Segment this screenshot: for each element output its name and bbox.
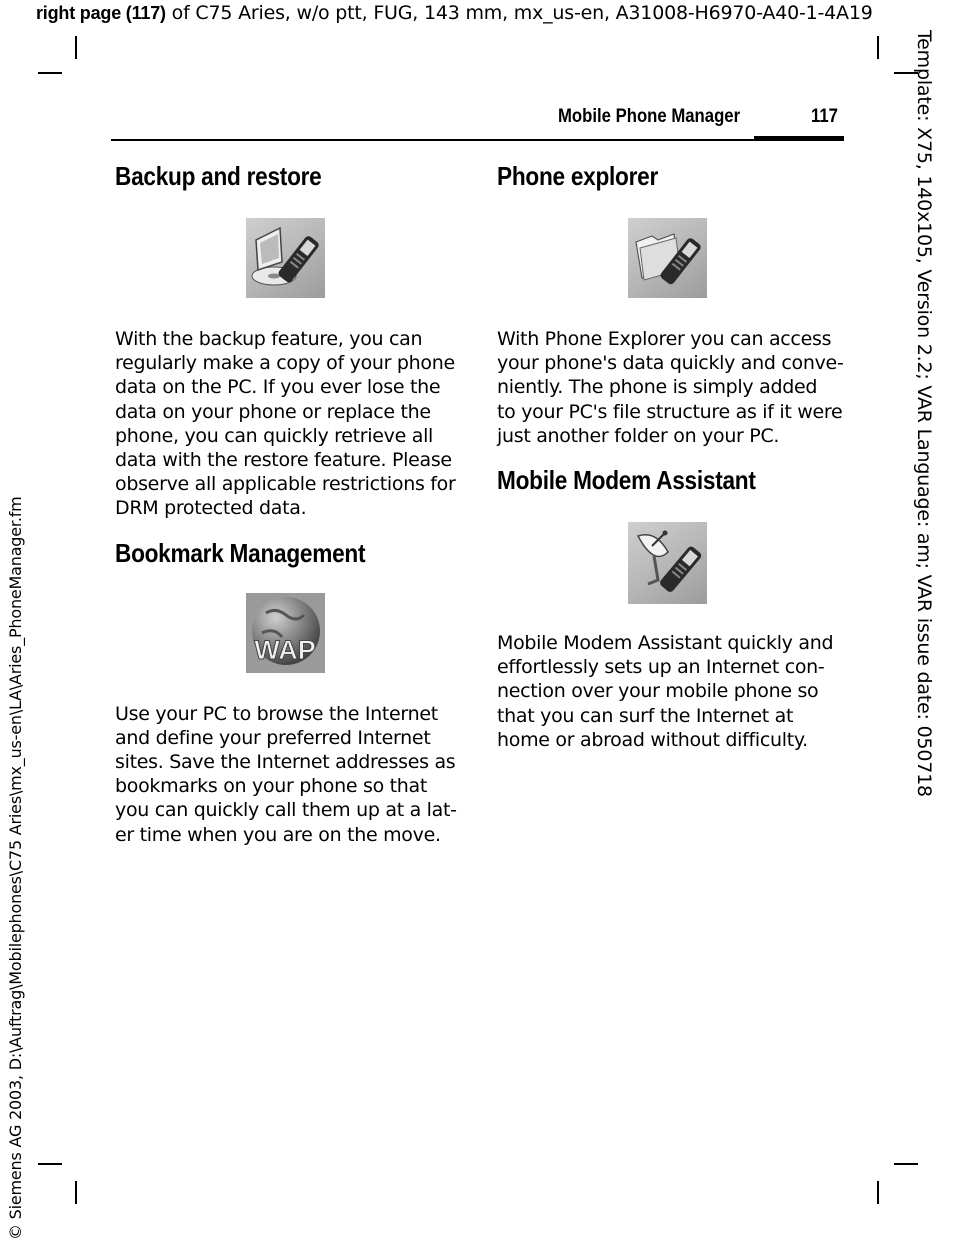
crop-mark-top-right-v [877,36,879,59]
body-line: observe all applicable restrictions for [115,473,456,496]
body-line: that you can surf the Internet at [497,704,794,727]
section-body [115,702,465,847]
document-ref: of C75 Aries, w/o ptt, FUG, 143 mm, mx_us-en, A31008-H6970-A40-1-4A19 [165,2,873,24]
body-line: data on the PC. If you ever lose the [115,376,441,399]
section-title: Phone explorer [497,161,659,191]
template-info: Template: X75, 140x105, Version 2.2; VAR Language: am; VAR issue date: 050718 [913,30,935,797]
body-line: nection over your mobile phone so [497,680,819,703]
section-phone-explorer [497,155,847,448]
body-line: Use your PC to browse the Internet [115,702,438,725]
section-body [115,327,465,521]
body-line: er time when you are on the move. [115,823,441,846]
body-line: With Phone Explorer you can access [497,328,832,350]
page-number: 117 [811,106,838,127]
wap-globe-icon [246,593,325,673]
crop-mark-bottom-right-h [894,1163,918,1165]
section-body [497,631,847,752]
body-line: data on your phone or replace the [115,400,431,423]
crop-mark-bottom-left-v [75,1181,77,1204]
header-rule-accent [754,136,844,141]
production-info [36,2,873,24]
running-head: Mobile Phone Manager [558,106,741,127]
header-rule [111,139,844,141]
crop-mark-top-left-v [75,36,77,59]
crop-mark-bottom-right-v [877,1181,879,1204]
body-line: and define your preferred Internet [115,726,431,749]
page-ref: right page (117) [36,3,166,23]
body-line: phone, you can quickly retrieve all [115,424,434,447]
right-column [497,155,847,752]
folder-phone-icon [628,218,707,298]
section-bookmark-management [115,532,465,847]
body-line: data with the restore feature. Please [115,449,452,472]
crop-mark-top-left-h [38,72,62,74]
body-line: sites. Save the Internet addresses as [115,751,456,774]
section-mobile-modem-assistant [497,459,847,752]
body-line: bookmarks on your phone so that [115,775,428,798]
body-line: With the backup feature, you can [115,328,423,350]
crop-mark-bottom-left-h [38,1163,62,1165]
wap-label: WAP [253,634,316,665]
section-title: Bookmark Management [115,537,366,568]
left-column [115,155,465,847]
body-line: Mobile Modem Assistant quickly and [497,632,834,655]
body-line: home or abroad without difficulty. [497,728,808,751]
section-title: Backup and restore [115,161,322,191]
section-backup-restore [115,155,465,521]
body-line: effortlessly sets up an Internet con- [497,656,825,679]
section-title: Mobile Modem Assistant [497,465,756,496]
body-line: your phone's data quickly and conve- [497,352,844,375]
body-line: you can quickly call them up at a lat- [115,799,457,822]
body-line: just another folder on your PC. [497,424,780,447]
body-line: regularly make a copy of your phone [115,352,455,375]
body-line: niently. The phone is simply added [497,376,818,399]
copyright-path: © Siemens AG 2003, D:\Auftrag\Mobilephones\C75 Aries\mx_us-en\LA\Aries_PhoneManager.fm [6,496,25,1240]
backup-restore-icon [246,218,325,298]
satellite-phone-icon [628,522,707,604]
body-line: DRM protected data. [115,497,307,520]
body-line: to your PC's file structure as if it were [497,400,843,423]
section-body [497,327,847,448]
